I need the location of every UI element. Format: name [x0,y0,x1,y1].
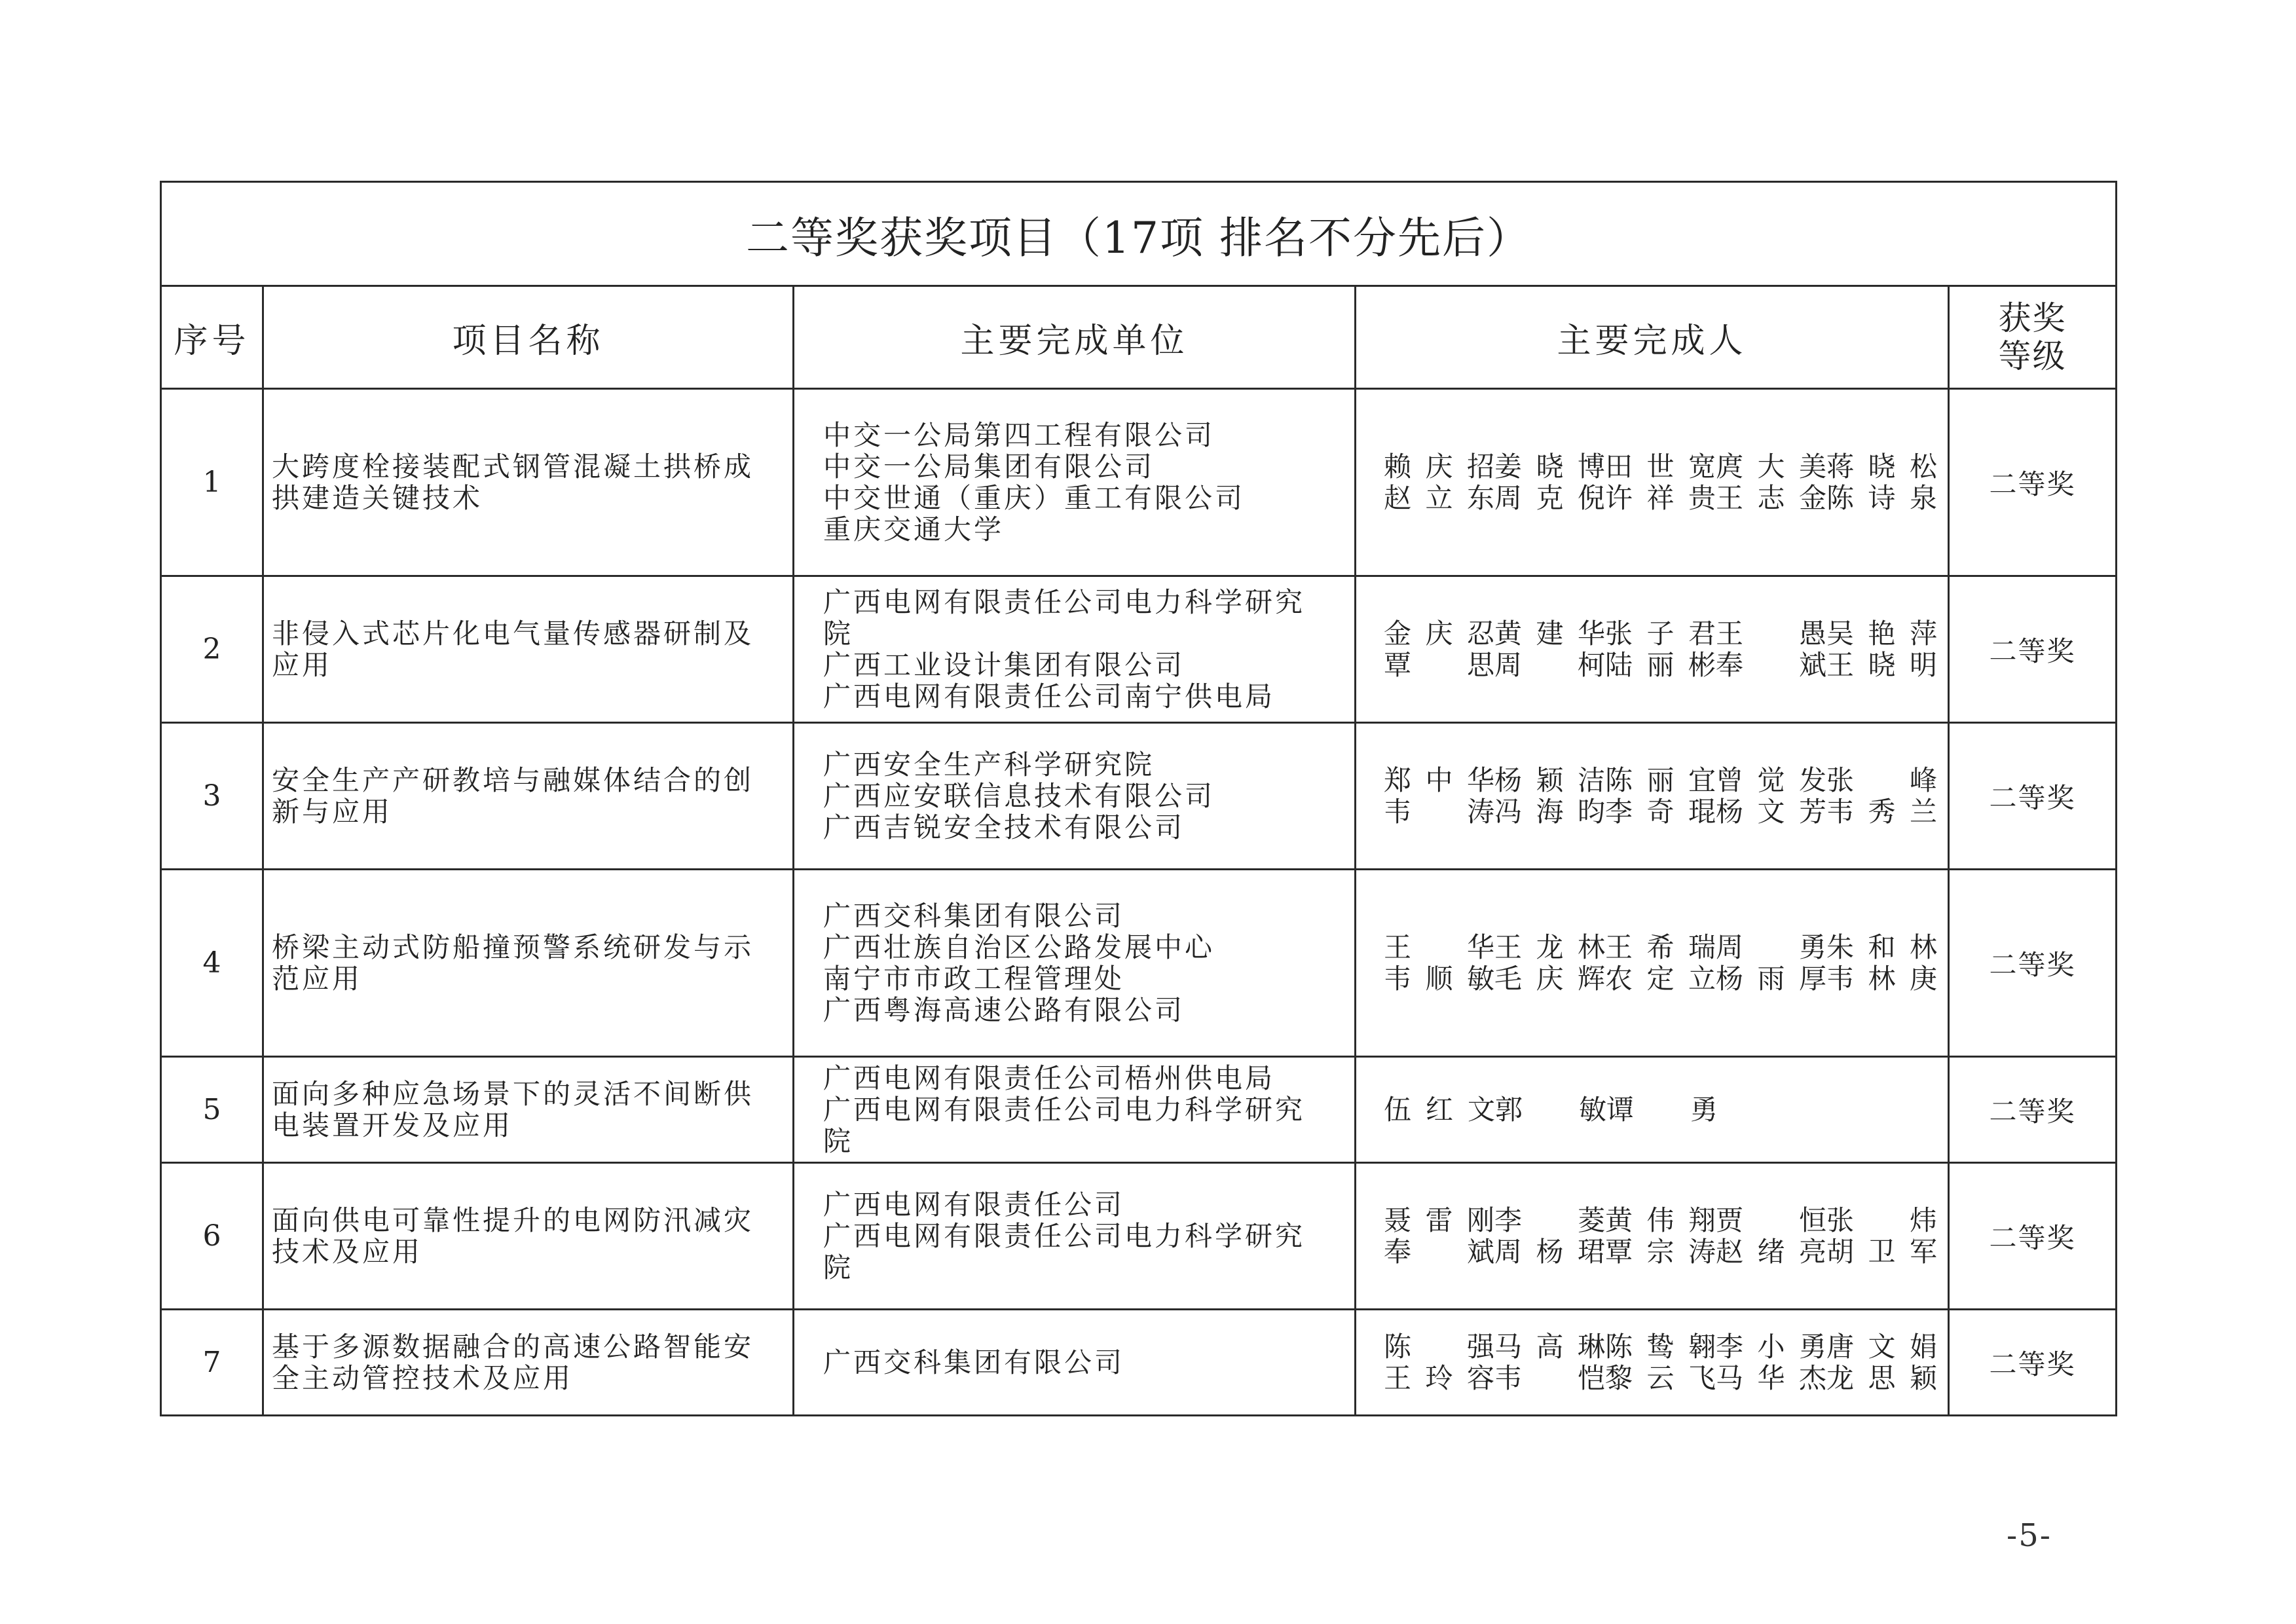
row-project-name: 非侵入式芯片化电气量传感器研制及应用 [263,576,794,723]
unit-line: 院 [823,1251,854,1283]
person-name: 姜晓博 [1494,450,1605,483]
person-name: 马华杰 [1716,1361,1826,1394]
person-name: 朱和林 [1826,931,1937,963]
person-name: 金庆忍 [1384,617,1494,650]
person-name: 张子君 [1605,617,1716,650]
row-project-name: 基于多源数据融合的高速公路智能安全主动管控技术及应用 [263,1310,794,1416]
row-grade: 二等奖 [1949,1057,2117,1163]
person-name: 唐文娟 [1826,1330,1937,1363]
table-row [161,723,2117,870]
unit-line: 中交一公局第四工程有限公司 [823,418,1215,451]
person-line [1384,483,1937,514]
unit-line: 广西粤海高速公路有限公司 [823,993,1185,1026]
title-row [161,182,2117,286]
person-name: 韦秀兰 [1826,795,1937,828]
row-units [794,723,1356,870]
header-units: 主要完成单位 [794,286,1356,389]
unit-line: 广西壮族自治区公路发展中心 [823,931,1215,963]
person-name: 陈诗泉 [1826,481,1937,514]
row-grade: 二等奖 [1949,389,2117,576]
person-name: 黄伟翔 [1605,1204,1716,1236]
row-units [794,389,1356,576]
table-row [161,870,2117,1057]
row-seq: 2 [161,576,263,723]
person-name: 韦 恺 [1494,1361,1605,1394]
unit-line: 广西交科集团有限公司 [823,1346,1125,1378]
person-name: 黄建华 [1494,617,1605,650]
table-row [161,1057,2117,1163]
unit-line: 院 [823,617,854,650]
person-name: 曾觉发 [1716,764,1826,796]
person-name: 杨文芳 [1716,795,1826,828]
unit-line: 重庆交通大学 [823,513,1005,545]
person-name: 许祥贵 [1605,481,1716,514]
table-title: 二等奖获奖项目（17项 排名不分先后） [161,182,2117,286]
row-persons [1356,1163,1949,1310]
row-grade: 二等奖 [1949,723,2117,870]
person-line [1384,765,1937,796]
person-line [1384,618,1937,650]
person-line [1384,1094,1937,1126]
person-name: 王 愚 [1716,617,1826,650]
person-line [1384,1331,1937,1363]
person-line [1384,796,1937,828]
row-seq: 4 [161,870,263,1057]
unit-line: 广西电网有限责任公司 [823,1188,1125,1221]
person-name: 毛庆辉 [1494,962,1605,995]
person-line [1384,1236,1937,1268]
row-persons [1356,389,1949,576]
table-row [161,576,2117,723]
person-name: 陈鸷翱 [1605,1330,1716,1363]
row-units [794,870,1356,1057]
unit-line: 广西电网有限责任公司梧州供电局 [823,1061,1276,1094]
person-name: 庹大美 [1716,450,1826,483]
unit-line: 中交一公局集团有限公司 [823,450,1155,483]
person-name: 赵立东 [1384,481,1494,514]
person-name: 黎云飞 [1605,1361,1716,1394]
person-name: 郭 敏 [1495,1093,1606,1126]
person-name: 贾 恒 [1716,1204,1826,1236]
person-name: 杨雨厚 [1716,962,1826,995]
person-name: 王晓明 [1826,648,1937,681]
person-name: 韦 涛 [1384,795,1494,828]
table-row [161,1163,2117,1310]
header-name: 项目名称 [263,286,794,389]
person-name: 赖庆招 [1384,450,1494,483]
person-name: 谭 勇 [1606,1093,1718,1126]
table-row [161,389,2117,576]
unit-line: 院 [823,1124,854,1157]
person-name: 田世宽 [1605,450,1716,483]
unit-line: 中交世通（重庆）重工有限公司 [823,481,1246,514]
person-line [1384,451,1937,483]
person-name: 周 勇 [1716,931,1826,963]
person-name: 张 峰 [1826,764,1937,796]
row-project-name: 大跨度栓接装配式钢管混凝土拱桥成拱建造关键技术 [263,389,794,576]
row-grade: 二等奖 [1949,1310,2117,1416]
table-body [161,182,2117,1416]
row-grade: 二等奖 [1949,1163,2117,1310]
table-row [161,1310,2117,1416]
unit-line: 广西电网有限责任公司南宁供电局 [823,680,1276,712]
person-name: 奉 斌 [1384,1235,1494,1268]
unit-line: 广西吉锐安全技术有限公司 [823,811,1185,843]
person-line [1384,1205,1937,1236]
row-persons [1356,870,1949,1057]
person-name: 覃宗涛 [1605,1235,1716,1268]
person-name: 陈丽宜 [1605,764,1716,796]
person-name: 杨颖洁 [1494,764,1605,796]
row-seq: 3 [161,723,263,870]
person-name: 周克倪 [1494,481,1605,514]
person-name: 王 华 [1384,931,1494,963]
person-name: 李奇琨 [1605,795,1716,828]
row-persons [1356,723,1949,870]
header-grade-line-1: 获奖 [1998,299,2067,337]
row-persons [1356,1310,1949,1416]
person-name: 李小勇 [1716,1330,1826,1363]
row-grade: 二等奖 [1949,870,2117,1057]
row-units [794,576,1356,723]
person-name: 王龙林 [1494,931,1605,963]
unit-line: 广西电网有限责任公司电力科学研究 [823,585,1306,618]
row-seq: 1 [161,389,263,576]
person-name: 伍红文 [1384,1093,1495,1126]
header-row [161,286,2117,389]
person-name: 郑中华 [1384,764,1494,796]
person-name: 覃 思 [1384,648,1494,681]
row-units [794,1310,1356,1416]
row-persons [1356,576,1949,723]
person-name: 王志金 [1716,481,1826,514]
person-name: 赵绪亮 [1716,1235,1826,1268]
person-name: 韦林庚 [1826,962,1937,995]
page-number: -5- [2007,1517,2052,1554]
unit-line: 广西安全生产科学研究院 [823,748,1155,781]
person-line [1384,932,1937,963]
person-name: 周 柯 [1494,648,1605,681]
person-name: 王玲容 [1384,1361,1494,1394]
person-name: 胡卫军 [1826,1235,1937,1268]
header-grade [1949,286,2117,389]
row-project-name: 面向供电可靠性提升的电网防汛减灾技术及应用 [263,1163,794,1310]
row-persons [1356,1057,1949,1163]
person-name: 冯海昀 [1494,795,1605,828]
person-name: 农定立 [1605,962,1716,995]
person-name: 周杨珺 [1494,1235,1605,1268]
person-name: 陈 强 [1384,1330,1494,1363]
unit-line: 广西电网有限责任公司电力科学研究 [823,1219,1306,1252]
header-seq: 序号 [161,286,263,389]
person-name: 陆丽彬 [1605,648,1716,681]
row-project-name: 安全生产产研教培与融媒体结合的创新与应用 [263,723,794,870]
person-name: 马高琳 [1494,1330,1605,1363]
person-line [1384,963,1937,995]
person-name: 王希瑞 [1605,931,1716,963]
row-project-name: 面向多种应急场景下的灵活不间断供电装置开发及应用 [263,1057,794,1163]
row-grade: 二等奖 [1949,576,2117,723]
person-name: 李 菱 [1494,1204,1605,1236]
row-units [794,1163,1356,1310]
row-units [794,1057,1356,1163]
row-seq: 5 [161,1057,263,1163]
unit-line: 广西应安联信息技术有限公司 [823,779,1215,812]
row-seq: 7 [161,1310,263,1416]
award-table [160,181,2117,1416]
row-project-name: 桥梁主动式防船撞预警系统研发与示范应用 [263,870,794,1057]
person-name: 吴艳萍 [1826,617,1937,650]
header-persons: 主要完成人 [1356,286,1949,389]
person-name: 蒋晓松 [1826,450,1937,483]
person-line [1384,1363,1937,1394]
unit-line: 广西电网有限责任公司电力科学研究 [823,1093,1306,1126]
unit-line: 南宁市市政工程管理处 [823,962,1125,995]
person-name: 龙思颖 [1826,1361,1937,1394]
person-line [1384,650,1937,681]
header-grade-line-2: 等级 [1998,337,2067,375]
person-name: 聂雷刚 [1384,1204,1494,1236]
unit-line: 广西交科集团有限公司 [823,899,1125,932]
person-name: 奉 斌 [1716,648,1826,681]
row-seq: 6 [161,1163,263,1310]
person-name: 韦顺敏 [1384,962,1494,995]
person-name: 张 炜 [1826,1204,1937,1236]
unit-line: 广西工业设计集团有限公司 [823,648,1185,681]
